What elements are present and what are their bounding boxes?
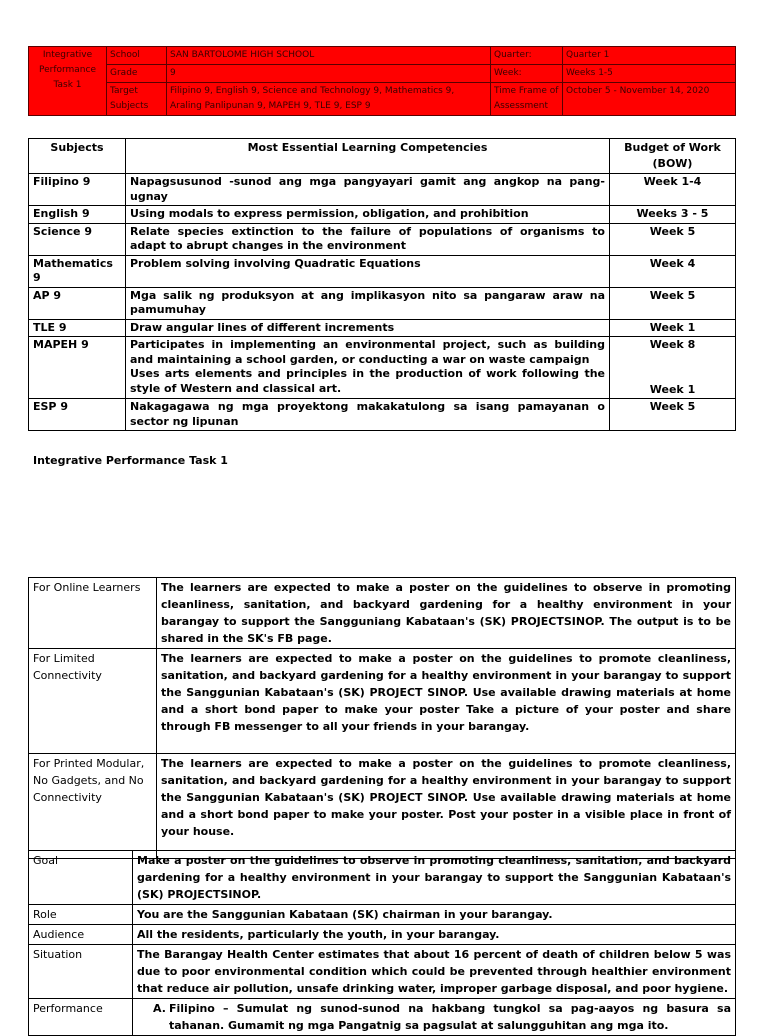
table-row	[29, 945, 736, 999]
table-row	[29, 174, 736, 206]
melc-bow: Week 5	[610, 287, 736, 319]
header-week: Weeks 1-5	[563, 65, 736, 83]
learner-text-content: The learners are expected to make a poster on the guidelines to promote cleanliness, sanitation, and backyard gardening for a healthy environment in your barangay to support the Sanggunian Kabataan's (SK) PROJECT SINOP. Use available drawing materials at home and a short bond paper to make your poster Take a picture of your poster and share through FB messenger to all your friends in your barangay.	[161, 652, 731, 733]
melc-comp: Problem solving involving Quadratic Equations	[126, 255, 610, 287]
header-timeframe-label: Time Frame of Assessment	[491, 83, 563, 116]
melc-col-subject: Subjects	[29, 139, 126, 174]
grasp-audience-label: Audience	[29, 925, 133, 945]
melc-bow: Week 4	[610, 255, 736, 287]
melc-table	[28, 138, 736, 431]
header-task: Integrative Performance Task 1	[29, 47, 107, 116]
melc-subject: English 9	[29, 206, 126, 224]
table-row	[29, 399, 736, 431]
table-row	[29, 851, 736, 905]
grasp-audience: All the residents, particularly the youth, in your barangay.	[133, 925, 736, 945]
grasp-situation-label: Situation	[29, 945, 133, 999]
header-quarter-label: Quarter:	[491, 47, 563, 65]
melc-col-bow: Budget of Work (BOW)	[610, 139, 736, 174]
header-school-label: School	[107, 47, 167, 65]
melc-bow: Week 1	[610, 319, 736, 337]
grasp-goal: Make a poster on the guidelines to observe in promoting cleanliness, sanitation, and backyard gardening for a healthy environment in your barangay to support the Sanggunian Kabataan's (SK) PROJECTSINOP.	[133, 851, 736, 905]
melc-subject: AP 9	[29, 287, 126, 319]
header-quarter: Quarter 1	[563, 47, 736, 65]
list-marker: A.	[153, 1002, 166, 1015]
table-row	[29, 319, 736, 337]
table-row	[29, 255, 736, 287]
melc-comp: Nakagagawa ng mga proyektong makakatulong sa isang pamayanan o sector ng lipunan	[126, 399, 610, 431]
learner-label: For Printed Modular, No Gadgets, and No Connectivity	[29, 754, 157, 859]
header-timeframe: October 5 - November 14, 2020	[563, 83, 736, 116]
header-subjects-label: Target Subjects	[107, 83, 167, 116]
table-row	[29, 206, 736, 224]
melc-bow: Week 5	[610, 399, 736, 431]
header-week-label: Week:	[491, 65, 563, 83]
grasp-performance-label: Performance	[29, 999, 133, 1036]
learner-text: The learners are expected to make a poster on the guidelines to observe in promoting cleanliness, sanitation, and backyard gardening for a healthy environment in your barangay to support the Sangguniang Kabataan's (SK) PROJECTSINOP. The output is to be shared in the SK's FB page.	[157, 578, 736, 649]
melc-bow	[610, 337, 736, 399]
grasp-performance	[133, 999, 736, 1036]
table-row	[29, 925, 736, 945]
header-grade: 9	[167, 65, 491, 83]
melc-subject: MAPEH 9	[29, 337, 126, 399]
melc-comp-part: Uses arts elements and principles in the production of work following the style of Western and classical art.	[130, 367, 605, 395]
header-school: SAN BARTOLOME HIGH SCHOOL	[167, 47, 491, 65]
learners-table	[28, 577, 736, 859]
melc-bow: Week 5	[610, 223, 736, 255]
melc-comp: Draw angular lines of different increments	[126, 319, 610, 337]
table-row	[29, 287, 736, 319]
melc-bow-part: Week 8	[649, 338, 696, 351]
list-item	[137, 1000, 731, 1034]
learner-text	[157, 754, 736, 859]
learner-label: For Online Learners	[29, 578, 157, 649]
melc-subject: ESP 9	[29, 399, 126, 431]
section-title: Integrative Performance Task 1	[33, 454, 228, 467]
table-row	[29, 223, 736, 255]
list-item-text: Filipino – Sumulat ng sunod-sunod na hakbang tungkol sa pag-aayos ng basura sa tahanan. Gumamit ng mga Pangatnig sa pagsulat at salungguhitan ang mga ito.	[169, 1002, 731, 1032]
grasps-table	[28, 850, 736, 1036]
melc-comp: Using modals to express permission, obligation, and prohibition	[126, 206, 610, 224]
melc-subject: Mathematics 9	[29, 255, 126, 287]
table-row	[29, 999, 736, 1036]
melc-subject: TLE 9	[29, 319, 126, 337]
learner-text-content: The learners are expected to make a poster on the guidelines to promote cleanliness, sanitation, and backyard gardening for a healthy environment in your barangay to support the Sanggunian Kabataan's (SK) PROJECT SINOP. Use available drawing materials at home and a short bond paper to make your poster. Post your poster in a visible place in front of your house.	[161, 757, 731, 838]
melc-comp	[126, 337, 610, 399]
grasp-goal-label: Goal	[29, 851, 133, 905]
grasp-role-label: Role	[29, 905, 133, 925]
melc-bow-part: Week 1	[649, 382, 696, 396]
melc-comp: Relate species extinction to the failure of populations of organisms to adapt to abrupt changes in the environment	[126, 223, 610, 255]
melc-subject: Science 9	[29, 223, 126, 255]
learner-label: For Limited Connectivity	[29, 649, 157, 754]
header-table	[28, 46, 736, 116]
melc-comp-part: Participates in implementing an environmental project, such as building and maintaining a school garden, or conducting a war on waste campaign	[130, 338, 605, 366]
table-row	[29, 905, 736, 925]
melc-bow: Week 1-4	[610, 174, 736, 206]
table-row	[29, 337, 736, 399]
learner-text	[157, 649, 736, 754]
melc-col-comp: Most Essential Learning Competencies	[126, 139, 610, 174]
melc-comp: Napagsusunod -sunod ang mga pangyayari gamit ang angkop na pang-ugnay	[126, 174, 610, 206]
melc-bow: Weeks 3 - 5	[610, 206, 736, 224]
melc-comp: Mga salik ng produksyon at ang implikasyon nito sa pangaraw araw na pamumuhay	[126, 287, 610, 319]
grasp-role: You are the Sanggunian Kabataan (SK) chairman in your barangay.	[133, 905, 736, 925]
table-row	[29, 578, 736, 649]
table-row	[29, 649, 736, 754]
table-row	[29, 754, 736, 859]
header-grade-label: Grade	[107, 65, 167, 83]
melc-subject: Filipino 9	[29, 174, 126, 206]
header-subjects: Filipino 9, English 9, Science and Technology 9, Mathematics 9, Araling Panlipunan 9, MAPEH 9, TLE 9, ESP 9	[167, 83, 491, 116]
grasp-situation: The Barangay Health Center estimates that about 16 percent of death of children below 5 was due to poor environmental condition which could be prevented through healthier environment that reduce air pollution, unsafe drinking water, improper garbage disposal, and poor hygiene.	[133, 945, 736, 999]
